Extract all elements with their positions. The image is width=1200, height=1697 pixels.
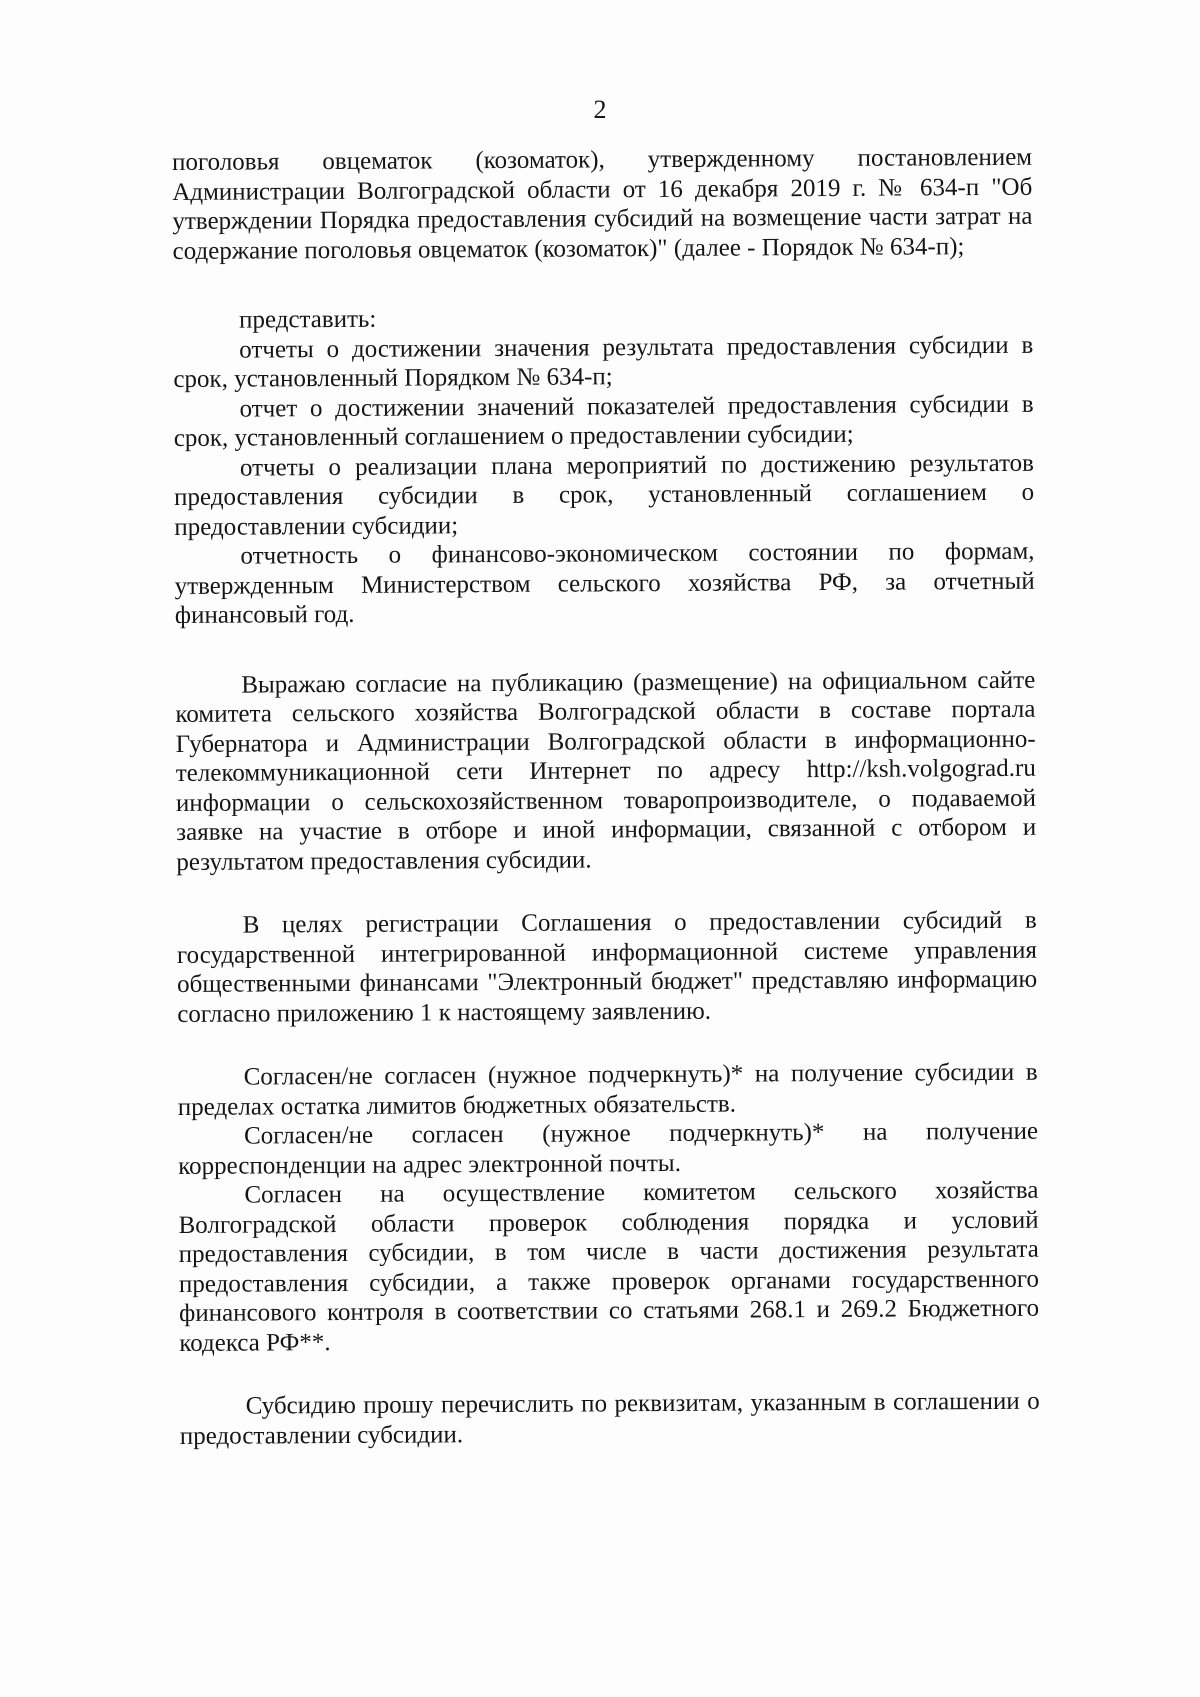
document-body xyxy=(172,143,1040,1451)
paragraph-submit-heading: представить: xyxy=(238,305,377,334)
paragraph-report-financial: отчетность о финансово-экономическом состоянии по формам, утвержденным Министерством сельского хозяйства РФ, за отчетный финансовый год. xyxy=(174,537,1035,629)
paragraph-report-indicators: отчет о достижении значений показателей предоставления субсидии в срок, установленный соглашением о предоставлении субсидии; xyxy=(173,390,1034,452)
paragraph-order-reference: поголовья овцематок (козоматок), утвержденному постановлением Администрации Волгоградской области от 16 декабря 2019 г. № 634-п "Об утверждении Порядка предоставления субсидий на возмещение части затрат на содержание поголовья овцематок (козоматок)" (далее - Порядок № 634-п); xyxy=(172,143,1033,265)
paragraph-consent-email: Согласен/не согласен (нужное подчеркнуть)* на получение корреспонденции на адрес электронной почты. xyxy=(178,1117,1039,1180)
paragraph-publication-consent: Выражаю согласие на публикацию (размещение) на официальном сайте комитета сельского хозяйства Волгоградской области в составе портала Губернатора и Администрации Волгоградской области в информационно-телекоммуникационной сети Интернет по адресу http://ksh.volgograd.ru информации о сельскохозяйственном товаропроизводителе, о подаваемой заявке на участие в отборе и иной информации, связанной с отбором и результатом предоставления субсидии. xyxy=(175,666,1037,876)
paragraph-transfer-request: Субсидию прошу перечислить по реквизитам, указанным в соглашении о предоставлении субсидии. xyxy=(179,1387,1040,1450)
paragraph-report-plan: отчеты о реализации плана мероприятий по достижению результатов предоставления субсидии в срок, установленный соглашением о предоставлении субсидии; xyxy=(174,449,1035,541)
paragraph-consent-inspections: Согласен на осуществление комитетом сельского хозяйства Волгоградской области проверок соблюдения порядка и условий предоставления субсидии, в том числе в части достижения результата предоставления субсидии, а также проверок органами государственного финансового контроля в соответствии со статьями 268.1 и 269.2 Бюджетного кодекса РФ**. xyxy=(178,1176,1040,1357)
paragraph-electronic-budget: В целях регистрации Соглашения о предоставлении субсидий в государственной интегрированной информационной системе управления общественными финансами "Электронный бюджет" представляю информацию согласно приложению 1 к настоящему заявлению. xyxy=(176,906,1038,1028)
paragraph-report-result: отчеты о достижении значения результата предоставления субсидии в срок, установленный Порядком № 634-п; xyxy=(173,331,1034,393)
paragraph-consent-limits: Согласен/не согласен (нужное подчеркнуть)* на получение субсидии в пределах остатка лимитов бюджетных обязательств. xyxy=(177,1058,1038,1121)
page-number: 2 xyxy=(593,95,607,124)
